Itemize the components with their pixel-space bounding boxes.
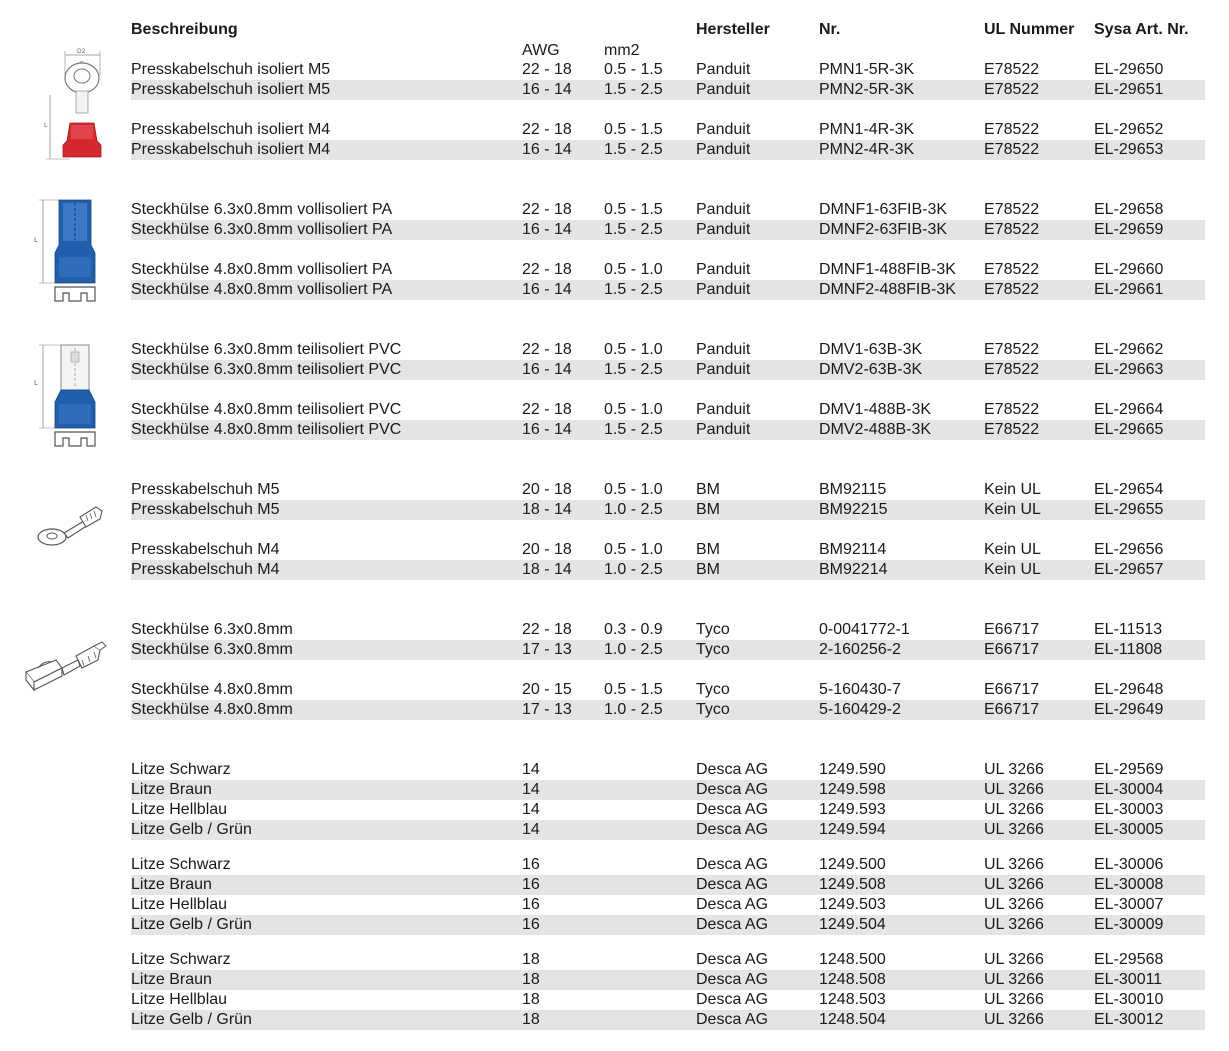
table-row [131, 700, 1205, 720]
cell-description: Litze Hellblau [131, 991, 228, 1008]
cell-mm2: 0.5 - 1.5 [604, 61, 663, 78]
cell-description: Steckhülse 6.3x0.8mm vollisoliert PA [131, 221, 393, 238]
cell-awg: 16 - 14 [522, 81, 572, 98]
cell-number: DMNF2-488FIB-3K [819, 281, 956, 298]
cell-number: 1248.508 [819, 971, 886, 988]
cell-description: Litze Schwarz [131, 951, 231, 968]
table-row [131, 260, 1205, 280]
cell-mm2: 0.5 - 1.0 [604, 341, 663, 358]
cell-number: 1249.508 [819, 876, 886, 893]
cell-number: DMV1-488B-3K [819, 401, 932, 418]
cell-awg: 16 [522, 916, 540, 933]
cell-ul-number: E78522 [984, 121, 1040, 138]
cell-ul-number: UL 3266 [984, 951, 1044, 968]
cell-ul-number: E78522 [984, 61, 1040, 78]
cell-ul-number: UL 3266 [984, 781, 1044, 798]
table-row [131, 80, 1205, 100]
cell-awg: 16 - 14 [522, 361, 572, 378]
cell-description: Steckhülse 4.8x0.8mm vollisoliert PA [131, 281, 393, 298]
cell-sysa-art-nr: EL-29651 [1094, 81, 1164, 98]
cell-manufacturer: Desca AG [696, 856, 769, 873]
cell-awg: 16 [522, 876, 540, 893]
cell-awg: 17 - 13 [522, 641, 572, 658]
cell-description: Steckhülse 6.3x0.8mm teilisoliert PVC [131, 361, 402, 378]
cell-number: 1248.500 [819, 951, 886, 968]
header-awg: AWG [522, 42, 560, 59]
cell-description: Litze Gelb / Grün [131, 821, 252, 838]
cell-awg: 22 - 18 [522, 341, 572, 358]
cell-awg: 20 - 18 [522, 541, 572, 558]
cell-number: PMN2-5R-3K [819, 81, 915, 98]
cell-ul-number: UL 3266 [984, 971, 1044, 988]
header-manufacturer: Hersteller [696, 21, 770, 38]
cell-description: Steckhülse 6.3x0.8mm [131, 621, 293, 638]
cell-awg: 22 - 18 [522, 61, 572, 78]
cell-number: PMN1-4R-3K [819, 121, 915, 138]
cell-sysa-art-nr: EL-29569 [1094, 761, 1164, 778]
table-row [131, 680, 1205, 700]
cell-sysa-art-nr: EL-29660 [1094, 261, 1164, 278]
cell-sysa-art-nr: EL-29650 [1094, 61, 1164, 78]
cell-manufacturer: BM [696, 501, 720, 518]
cell-description: Steckhülse 4.8x0.8mm [131, 701, 293, 718]
cell-description: Steckhülse 6.3x0.8mm vollisoliert PA [131, 201, 393, 218]
cell-manufacturer: BM [696, 561, 720, 578]
cell-description: Steckhülse 6.3x0.8mm teilisoliert PVC [131, 341, 402, 358]
cell-awg: 22 - 18 [522, 401, 572, 418]
cell-manufacturer: BM [696, 481, 720, 498]
cell-sysa-art-nr: EL-29648 [1094, 681, 1164, 698]
cell-awg: 20 - 18 [522, 481, 572, 498]
cell-sysa-art-nr: EL-29655 [1094, 501, 1164, 518]
cell-awg: 22 - 18 [522, 261, 572, 278]
cell-description: Litze Hellblau [131, 896, 228, 913]
cell-manufacturer: Panduit [696, 401, 751, 418]
cell-sysa-art-nr: EL-29658 [1094, 201, 1164, 218]
cell-number: DMNF2-63FIB-3K [819, 221, 948, 238]
cell-awg: 17 - 13 [522, 701, 572, 718]
svg-text:L: L [34, 236, 38, 244]
cell-description: Litze Braun [131, 971, 212, 988]
cell-awg: 16 - 14 [522, 281, 572, 298]
cell-awg: 14 [522, 821, 540, 838]
cell-ul-number: Kein UL [984, 501, 1041, 518]
cell-awg: 16 [522, 856, 540, 873]
cell-sysa-art-nr: EL-30012 [1094, 1011, 1164, 1028]
cell-number: PMN1-5R-3K [819, 61, 915, 78]
cell-number: DMNF1-63FIB-3K [819, 201, 948, 218]
cell-description: Litze Braun [131, 781, 212, 798]
table-row [131, 875, 1205, 895]
cell-sysa-art-nr: EL-29664 [1094, 401, 1164, 418]
cell-ul-number: UL 3266 [984, 1011, 1044, 1028]
cell-awg: 18 [522, 1011, 540, 1028]
cell-awg: 20 - 15 [522, 681, 572, 698]
cell-ul-number: UL 3266 [984, 876, 1044, 893]
cell-manufacturer: Desca AG [696, 971, 769, 988]
cell-number: BM92114 [819, 541, 887, 558]
cell-mm2: 1.5 - 2.5 [604, 421, 663, 438]
cell-awg: 18 - 14 [522, 501, 572, 518]
table-row [131, 500, 1205, 520]
cell-number: DMV1-63B-3K [819, 341, 923, 358]
cell-awg: 22 - 18 [522, 621, 572, 638]
cell-number: BM92214 [819, 561, 888, 578]
cell-description: Steckhülse 4.8x0.8mm teilisoliert PVC [131, 421, 402, 438]
cell-ul-number: E66717 [984, 621, 1040, 638]
table-row [131, 820, 1205, 840]
cell-description: Litze Hellblau [131, 801, 228, 818]
table-row [131, 990, 1205, 1010]
cell-number: 1249.500 [819, 856, 886, 873]
cell-sysa-art-nr: EL-29568 [1094, 951, 1164, 968]
cell-mm2: 1.0 - 2.5 [604, 701, 663, 718]
header-number: Nr. [819, 21, 841, 38]
cell-awg: 16 [522, 896, 540, 913]
cell-manufacturer: Tyco [696, 641, 730, 658]
cell-mm2: 0.5 - 1.0 [604, 261, 663, 278]
cell-number: DMV2-63B-3K [819, 361, 923, 378]
cell-manufacturer: Desca AG [696, 781, 769, 798]
ring-terminal-insulated-red-icon [40, 45, 110, 165]
cell-awg: 18 [522, 991, 540, 1008]
table-row [131, 420, 1205, 440]
cell-awg: 14 [522, 801, 540, 818]
cell-number: BM92115 [819, 481, 887, 498]
cell-manufacturer: Desca AG [696, 916, 769, 933]
cell-description: Litze Braun [131, 876, 212, 893]
cell-description: Litze Schwarz [131, 761, 231, 778]
cell-manufacturer: Panduit [696, 81, 751, 98]
cell-ul-number: E78522 [984, 421, 1040, 438]
cell-manufacturer: Panduit [696, 261, 751, 278]
cell-ul-number: E66717 [984, 701, 1040, 718]
cell-mm2: 0.5 - 1.0 [604, 481, 663, 498]
cell-mm2: 0.5 - 1.0 [604, 541, 663, 558]
cell-ul-number: UL 3266 [984, 821, 1044, 838]
cell-ul-number: UL 3266 [984, 761, 1044, 778]
cell-number: 5-160429-2 [819, 701, 901, 718]
cell-sysa-art-nr: EL-29652 [1094, 121, 1164, 138]
table-row [131, 640, 1205, 660]
cell-sysa-art-nr: EL-30003 [1094, 801, 1164, 818]
cell-number: 1248.503 [819, 991, 886, 1008]
cell-description: Presskabelschuh isoliert M5 [131, 61, 331, 78]
header-sysa-art-nr: Sysa Art. Nr. [1094, 21, 1189, 38]
cell-mm2: 1.5 - 2.5 [604, 361, 663, 378]
cell-number: 1249.503 [819, 896, 886, 913]
cell-number: DMNF1-488FIB-3K [819, 261, 956, 278]
cell-number: 1249.593 [819, 801, 886, 818]
cell-number: 1249.594 [819, 821, 886, 838]
cell-sysa-art-nr: EL-30011 [1094, 971, 1163, 988]
cell-mm2: 1.0 - 2.5 [604, 501, 663, 518]
cell-manufacturer: Panduit [696, 341, 751, 358]
cell-mm2: 0.5 - 1.5 [604, 121, 663, 138]
cell-manufacturer: Panduit [696, 201, 751, 218]
cell-awg: 14 [522, 781, 540, 798]
cell-sysa-art-nr: EL-29653 [1094, 141, 1164, 158]
cell-description: Presskabelschuh M4 [131, 541, 280, 558]
cell-awg: 16 - 14 [522, 221, 572, 238]
table-row [131, 970, 1205, 990]
table-row [131, 560, 1205, 580]
cell-ul-number: E78522 [984, 361, 1040, 378]
cell-number: 0-0041772-1 [819, 621, 910, 638]
cell-ul-number: UL 3266 [984, 856, 1044, 873]
cell-ul-number: UL 3266 [984, 991, 1044, 1008]
cell-manufacturer: Desca AG [696, 991, 769, 1008]
cell-ul-number: Kein UL [984, 541, 1041, 558]
cell-ul-number: E78522 [984, 221, 1040, 238]
cell-manufacturer: Panduit [696, 141, 751, 158]
table-row [131, 855, 1205, 875]
table-row [131, 780, 1205, 800]
cell-sysa-art-nr: EL-29657 [1094, 561, 1164, 578]
cell-mm2: 1.5 - 2.5 [604, 81, 663, 98]
svg-text:L: L [34, 379, 38, 387]
table-row [131, 340, 1205, 360]
cell-ul-number: E78522 [984, 201, 1040, 218]
cell-manufacturer: Panduit [696, 281, 751, 298]
cell-sysa-art-nr: EL-30007 [1094, 896, 1164, 913]
cell-sysa-art-nr: EL-30006 [1094, 856, 1164, 873]
table-row [131, 140, 1205, 160]
cell-ul-number: E78522 [984, 261, 1040, 278]
cell-description: Litze Gelb / Grün [131, 916, 252, 933]
cell-sysa-art-nr: EL-29663 [1094, 361, 1164, 378]
svg-text:L: L [44, 122, 48, 129]
cell-number: 1249.504 [819, 916, 886, 933]
table-row [131, 60, 1205, 80]
table-row [131, 400, 1205, 420]
cell-manufacturer: Desca AG [696, 821, 769, 838]
cell-sysa-art-nr: EL-11513 [1094, 621, 1163, 638]
cell-manufacturer: Tyco [696, 701, 730, 718]
cell-ul-number: UL 3266 [984, 916, 1044, 933]
cell-number: BM92215 [819, 501, 888, 518]
cell-awg: 16 - 14 [522, 141, 572, 158]
cell-manufacturer: Desca AG [696, 801, 769, 818]
cell-ul-number: UL 3266 [984, 896, 1044, 913]
cell-manufacturer: Desca AG [696, 951, 769, 968]
cell-awg: 18 - 14 [522, 561, 572, 578]
table-row [131, 620, 1205, 640]
table-row [131, 760, 1205, 780]
cell-sysa-art-nr: EL-29662 [1094, 341, 1164, 358]
cell-ul-number: E78522 [984, 281, 1040, 298]
cell-awg: 14 [522, 761, 540, 778]
table-row [131, 1010, 1205, 1030]
cell-manufacturer: Tyco [696, 621, 730, 638]
cell-ul-number: Kein UL [984, 481, 1041, 498]
cell-manufacturer: Panduit [696, 221, 751, 238]
cell-sysa-art-nr: EL-29656 [1094, 541, 1164, 558]
cell-sysa-art-nr: EL-30008 [1094, 876, 1164, 893]
cell-sysa-art-nr: EL-29659 [1094, 221, 1164, 238]
cell-mm2: 0.5 - 1.5 [604, 681, 663, 698]
cell-number: 2-160256-2 [819, 641, 901, 658]
cell-sysa-art-nr: EL-11808 [1094, 641, 1163, 658]
header-description: Beschreibung [131, 21, 238, 38]
cell-awg: 22 - 18 [522, 121, 572, 138]
cell-manufacturer: Panduit [696, 421, 751, 438]
cell-mm2: 1.5 - 2.5 [604, 281, 663, 298]
cell-ul-number: E78522 [984, 141, 1040, 158]
cell-awg: 22 - 18 [522, 201, 572, 218]
cell-sysa-art-nr: EL-29661 [1094, 281, 1164, 298]
cell-ul-number: E78522 [984, 341, 1040, 358]
cell-description: Presskabelschuh isoliert M5 [131, 81, 331, 98]
cell-mm2: 1.0 - 2.5 [604, 641, 663, 658]
cell-description: Steckhülse 4.8x0.8mm teilisoliert PVC [131, 401, 402, 418]
cell-manufacturer: Desca AG [696, 876, 769, 893]
cell-manufacturer: Tyco [696, 681, 730, 698]
cell-sysa-art-nr: EL-30005 [1094, 821, 1164, 838]
cell-description: Presskabelschuh M5 [131, 481, 280, 498]
table-row [131, 915, 1205, 935]
cell-mm2: 0.3 - 0.9 [604, 621, 663, 638]
cell-mm2: 1.5 - 2.5 [604, 141, 663, 158]
cell-number: 1249.598 [819, 781, 886, 798]
cell-manufacturer: Panduit [696, 61, 751, 78]
cell-description: Presskabelschuh M4 [131, 561, 280, 578]
table-row [131, 800, 1205, 820]
header-ul-number: UL Nummer [984, 21, 1075, 38]
table-row [131, 480, 1205, 500]
cell-number: 1248.504 [819, 1011, 886, 1028]
cell-description: Steckhülse 4.8x0.8mm [131, 681, 293, 698]
cell-ul-number: E78522 [984, 81, 1040, 98]
table-row [131, 895, 1205, 915]
ring-terminal-uninsulated-icon [36, 495, 108, 555]
cell-description: Presskabelschuh isoliert M4 [131, 121, 331, 138]
cell-ul-number: E66717 [984, 641, 1040, 658]
table-row [131, 280, 1205, 300]
cell-sysa-art-nr: EL-30004 [1094, 781, 1164, 798]
cell-manufacturer: Desca AG [696, 896, 769, 913]
cell-manufacturer: Desca AG [696, 1011, 769, 1028]
flag-receptacle-fully-insulated-blue-icon [33, 195, 108, 310]
table-row [131, 950, 1205, 970]
cell-awg: 18 [522, 951, 540, 968]
flag-receptacle-partially-insulated-blue-icon [33, 340, 108, 455]
cell-description: Litze Schwarz [131, 856, 231, 873]
cell-manufacturer: BM [696, 541, 720, 558]
header-mm2: mm2 [604, 42, 640, 59]
cell-number: PMN2-4R-3K [819, 141, 915, 158]
table-row [131, 120, 1205, 140]
cell-sysa-art-nr: EL-30010 [1094, 991, 1164, 1008]
cell-awg: 16 - 14 [522, 421, 572, 438]
cell-ul-number: E66717 [984, 681, 1040, 698]
cell-mm2: 1.0 - 2.5 [604, 561, 663, 578]
cell-ul-number: UL 3266 [984, 801, 1044, 818]
cell-description: Presskabelschuh isoliert M4 [131, 141, 331, 158]
tab-receptacle-uninsulated-icon [20, 638, 112, 698]
table-row [131, 540, 1205, 560]
cell-sysa-art-nr: EL-29649 [1094, 701, 1164, 718]
cell-sysa-art-nr: EL-29665 [1094, 421, 1164, 438]
cell-mm2: 1.5 - 2.5 [604, 221, 663, 238]
cell-mm2: 0.5 - 1.0 [604, 401, 663, 418]
cell-sysa-art-nr: EL-30009 [1094, 916, 1164, 933]
cell-description: Litze Gelb / Grün [131, 1011, 252, 1028]
cell-number: 1249.590 [819, 761, 886, 778]
cell-description: Steckhülse 4.8x0.8mm vollisoliert PA [131, 261, 393, 278]
cell-sysa-art-nr: EL-29654 [1094, 481, 1164, 498]
cell-number: 5-160430-7 [819, 681, 901, 698]
cell-awg: 18 [522, 971, 540, 988]
cell-ul-number: Kein UL [984, 561, 1041, 578]
cell-number: DMV2-488B-3K [819, 421, 932, 438]
table-row [131, 360, 1205, 380]
cell-mm2: 0.5 - 1.5 [604, 201, 663, 218]
table-row [131, 220, 1205, 240]
cell-manufacturer: Panduit [696, 361, 751, 378]
cell-description: Steckhülse 6.3x0.8mm [131, 641, 293, 658]
cell-manufacturer: Desca AG [696, 761, 769, 778]
cell-description: Presskabelschuh M5 [131, 501, 280, 518]
table-row [131, 200, 1205, 220]
cell-manufacturer: Panduit [696, 121, 751, 138]
svg-text:D2: D2 [77, 48, 86, 55]
cell-ul-number: E78522 [984, 401, 1040, 418]
